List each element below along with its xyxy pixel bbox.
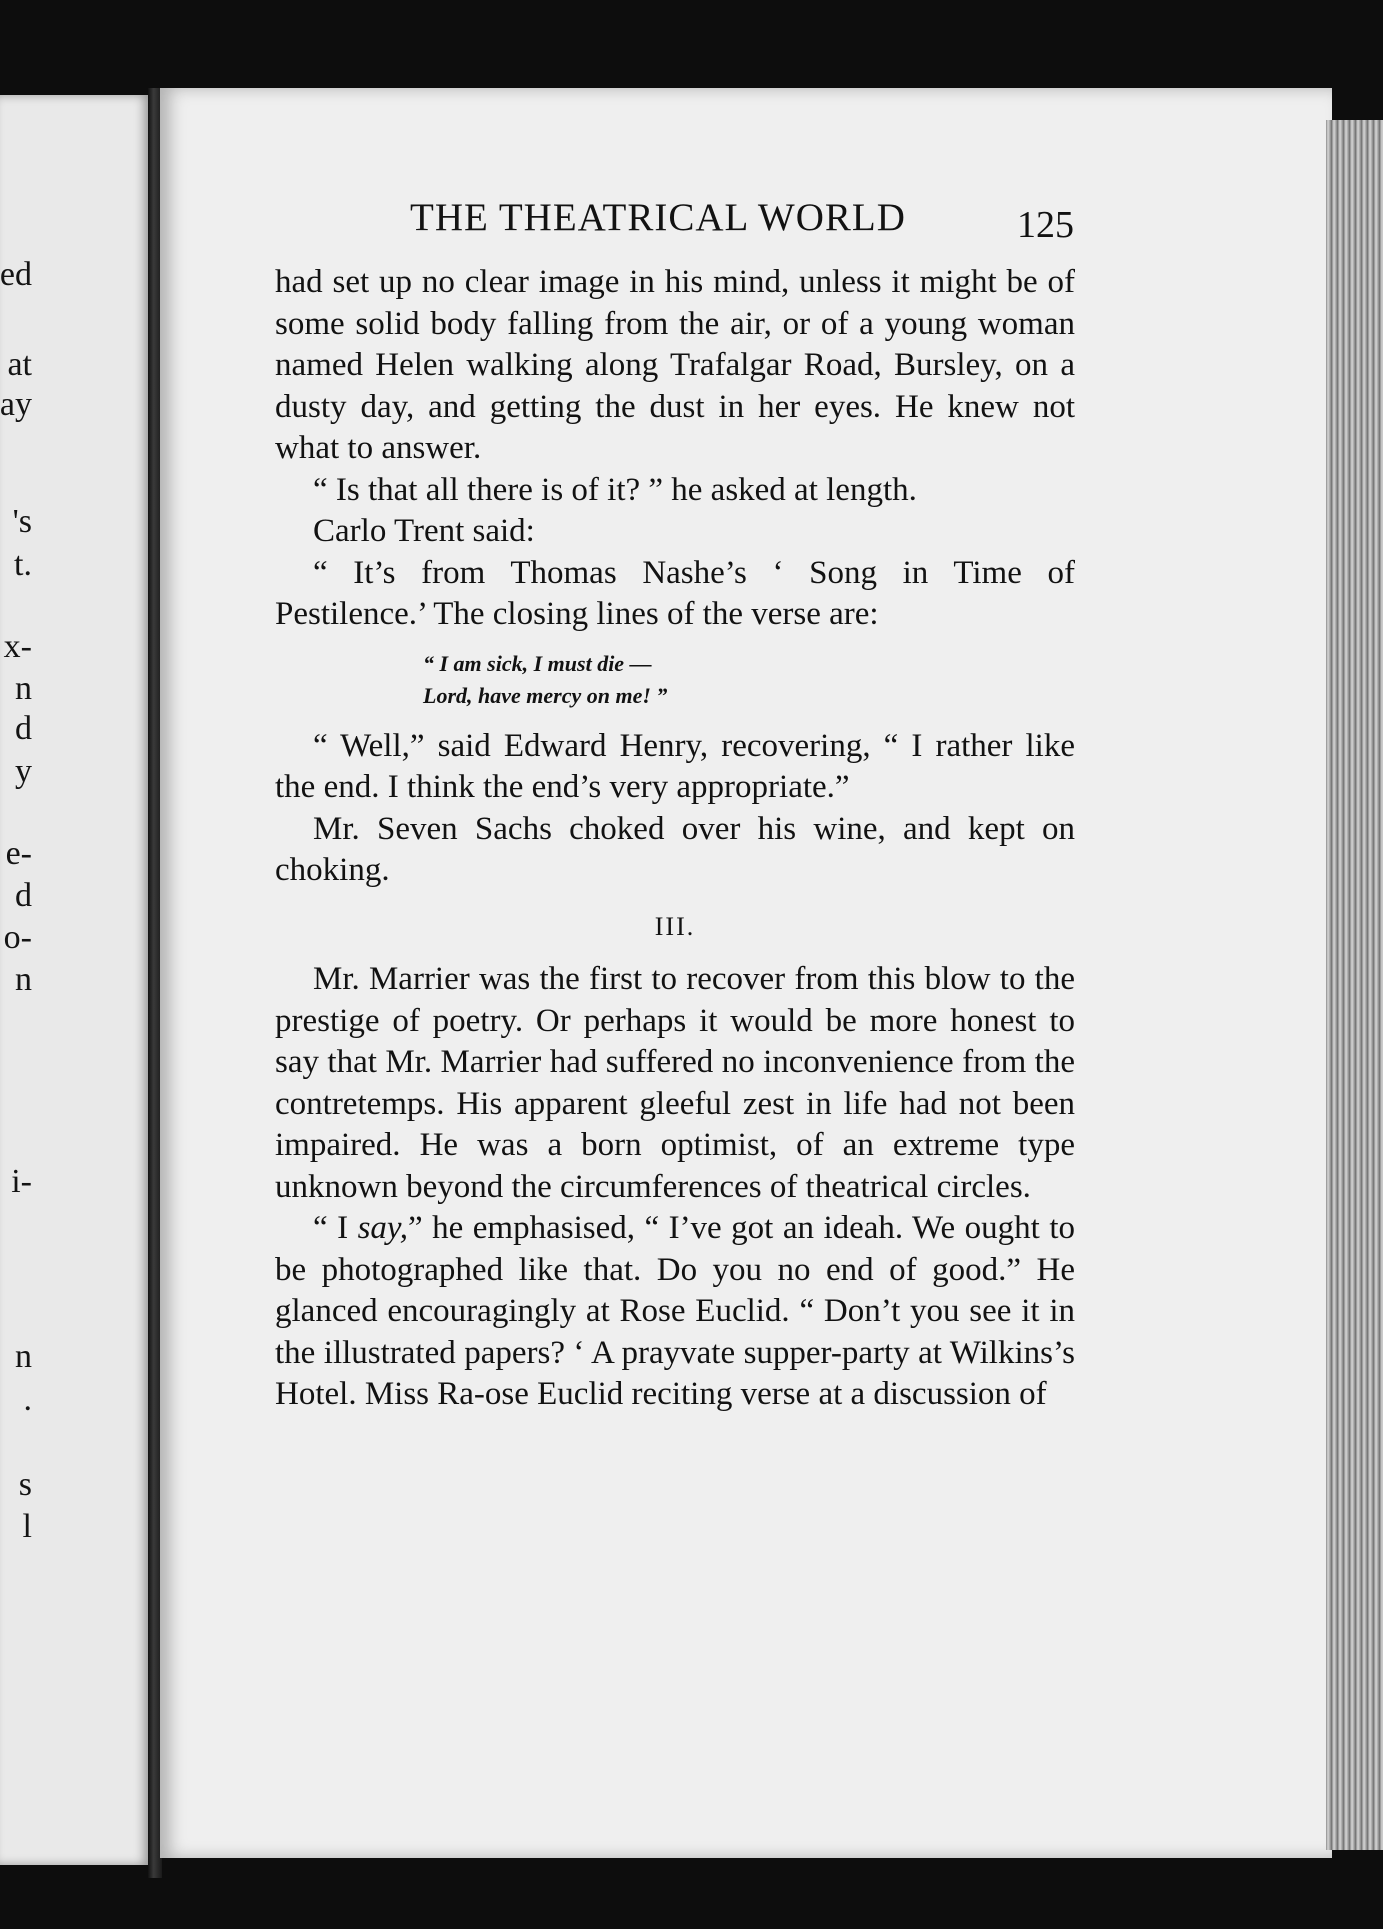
emphasized-text: say, bbox=[357, 1210, 409, 1246]
left-page-fragment: d bbox=[15, 877, 32, 914]
paragraph: “ Well,” said Edward Henry, recovering, “ I rather like the end. I think the end’s very appropriate.” bbox=[275, 727, 1075, 805]
paragraph bbox=[275, 1208, 1075, 1416]
page-edge-stack bbox=[1326, 120, 1383, 1850]
verse-line: Lord, have mercy on me! ” bbox=[423, 682, 668, 708]
left-page-fragment: t. bbox=[14, 546, 32, 583]
paragraph: Carlo Trent said: bbox=[313, 513, 535, 549]
page-number: 125 bbox=[1017, 204, 1074, 246]
left-page-fragment: i- bbox=[11, 1163, 32, 1200]
paragraph: “ Is that all there is of it? ” he asked at length. bbox=[313, 471, 917, 508]
paragraph: Mr. Seven Sachs choked over his wine, and kept on choking. bbox=[275, 810, 1075, 888]
left-page-fragment: o- bbox=[3, 919, 32, 956]
paragraph: had set up no clear image in his mind, unless it might be of some solid body falling from the air, or of a young woman named Helen walking along Trafalgar Road, Bursley, on a dusty day, and getting the dust in her eyes. He knew not what to answer. bbox=[275, 264, 1075, 466]
left-page-fragment: n bbox=[15, 670, 32, 707]
paragraph: Mr. Marrier was the first to recover from this blow to the prestige of poetry. Or perhaps it would be more honest to say that Mr. Marrier had suffered no inconvenience from the contretemps. His apparent gleeful zest in life had not been impaired. He was a born optimist, of an extreme type unknown beyond the circumferences of theatrical circles. bbox=[275, 961, 1075, 1205]
left-page-fragment: y bbox=[15, 753, 32, 790]
left-page-fragment: at bbox=[7, 346, 32, 383]
running-head: THE THEATRICAL WORLD bbox=[410, 196, 906, 239]
text-run: “ I bbox=[313, 1210, 358, 1246]
left-page-fragment: x- bbox=[3, 628, 32, 665]
facing-page-left bbox=[0, 95, 150, 1865]
left-page-fragment: 's bbox=[12, 503, 32, 540]
section-number: III. bbox=[654, 911, 696, 941]
left-page-fragment: n bbox=[15, 1338, 32, 1375]
paragraph: “ It’s from Thomas Nashe’s ‘ Song in Time of Pestilence.’ The closing lines of the verse are: bbox=[275, 554, 1075, 632]
left-page-fragment: d bbox=[15, 710, 32, 747]
left-page-fragment: ed bbox=[0, 256, 32, 293]
left-page-fragment: n bbox=[15, 961, 32, 998]
text-run: ” he emphasised, “ I’ve got an ideah. We ought to be photographed like that. Do you no end of good.” He glanced encouragingly at Rose Euclid. “ Don’t you see it in the illustrated papers? ‘ A prayvate supper-party at Wilkins’s Hotel. Miss Ra-ose Euclid reciting verse at a discussion of bbox=[275, 1210, 1075, 1412]
verse-quotation bbox=[275, 648, 1075, 712]
verse-line: “ I am sick, I must die — bbox=[423, 650, 652, 676]
left-page-fragment: s bbox=[18, 1466, 32, 1503]
page-body bbox=[275, 262, 1075, 1416]
left-page-fragment: e- bbox=[5, 835, 32, 872]
left-page-fragment: l bbox=[22, 1508, 32, 1545]
left-page-fragment: . bbox=[23, 1381, 32, 1418]
left-page-fragment: ay bbox=[0, 386, 32, 423]
